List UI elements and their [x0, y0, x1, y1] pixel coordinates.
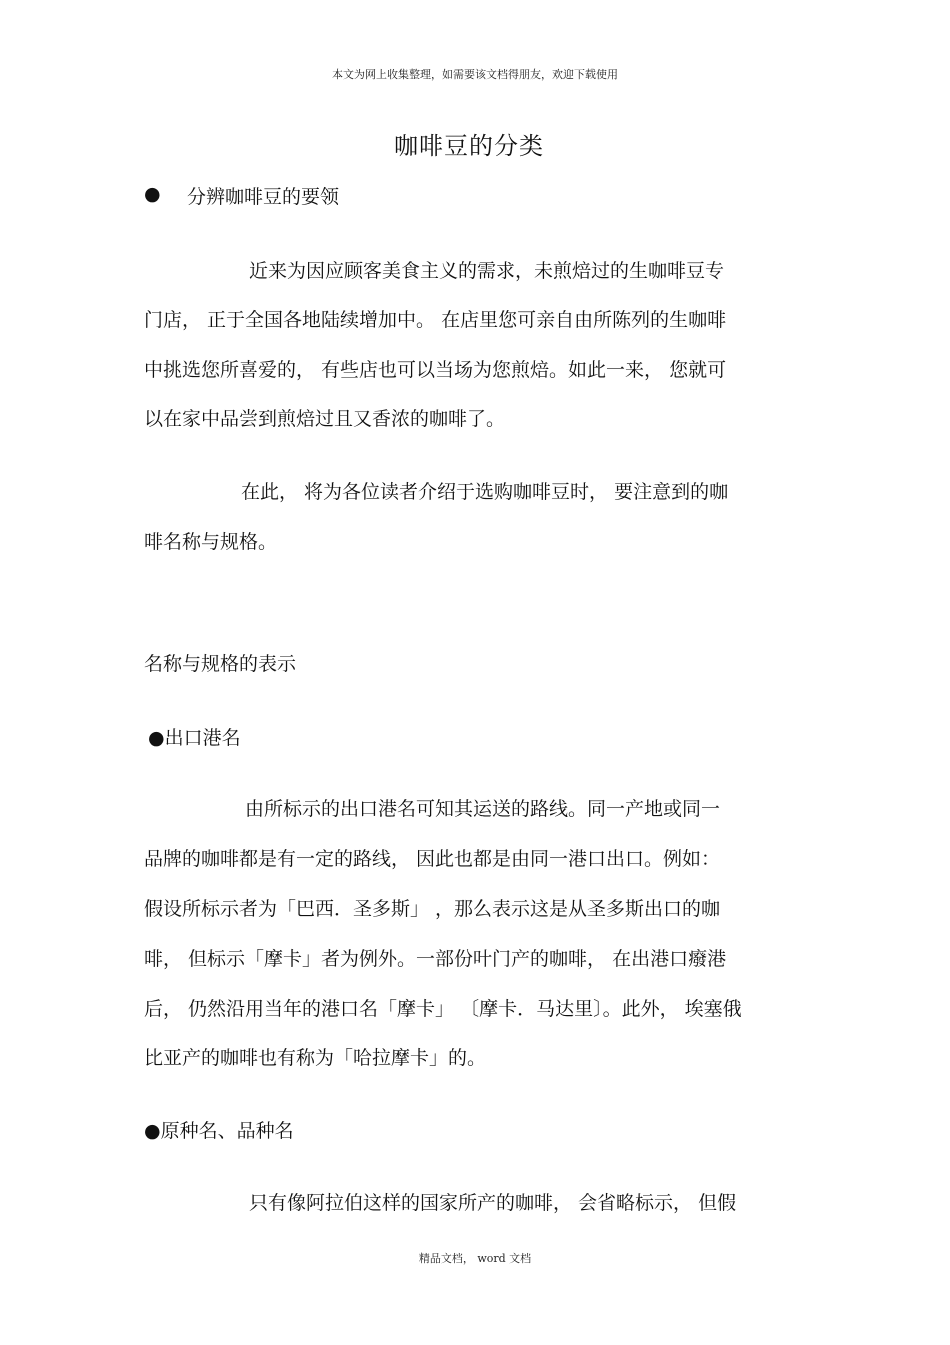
paragraph-line: 啡名称与规格。 — [144, 531, 278, 553]
paragraph-line: 啡， 但标示「摩卡」者为例外。一部份叶门产的咖啡， 在出港口癈港 — [144, 948, 727, 970]
paragraph-line: 假设所标示者为「巴西．圣多斯」 ，那么表示这是从圣多斯出口的咖 — [144, 898, 721, 920]
paragraph-line: 以在家中品尝到煎焙过且又香浓的咖啡了。 — [144, 408, 506, 430]
bullet-icon: ● — [144, 183, 161, 205]
section-heading-distinguish: 分辨咖啡豆的要领 — [187, 186, 340, 208]
header-note: 本文为网上收集整理，如需要该文档得朋友，欢迎下载使用 — [332, 68, 618, 81]
paragraph-line: 只有像阿拉伯这样的国家所产的咖啡， 会省略标示， 但假 — [249, 1192, 737, 1214]
paragraph-line: 由所标示的出口港名可知其运送的路线。同一产地或同一 — [245, 798, 721, 820]
section-heading-export-port: ●出口港名 — [148, 727, 241, 749]
paragraph-line: 后， 仍然沿用当年的港口名「摩卡」 〔摩卡．马达里〕。此外， 埃塞俄 — [144, 998, 742, 1020]
page-title: 咖啡豆的分类 — [394, 132, 544, 160]
paragraph-line: 比亚产的咖啡也有称为「哈拉摩卡」的。 — [144, 1047, 487, 1069]
footer-note: 精品文档， word 文档 — [418, 1252, 532, 1265]
section-heading-variety: ●原种名、品种名 — [144, 1120, 294, 1142]
section-heading-naming: 名称与规格的表示 — [144, 653, 297, 675]
paragraph-line: 中挑选您所喜爱的， 有些店也可以当场为您煎焙。如此一来， 您就可 — [144, 359, 727, 381]
paragraph-line: 近来为因应顾客美食主义的需求，未煎焙过的生咖啡豆专 — [249, 260, 725, 282]
paragraph-line: 在此， 将为各位读者介绍于选购咖啡豆时， 要注意到的咖 — [241, 481, 729, 503]
paragraph-line: 门店， 正于全国各地陆续增加中。 在店里您可亲自由所陈列的生咖啡 — [144, 309, 727, 331]
paragraph-line: 品牌的咖啡都是有一定的路线， 因此也都是由同一港口出口。例如： — [144, 848, 721, 870]
